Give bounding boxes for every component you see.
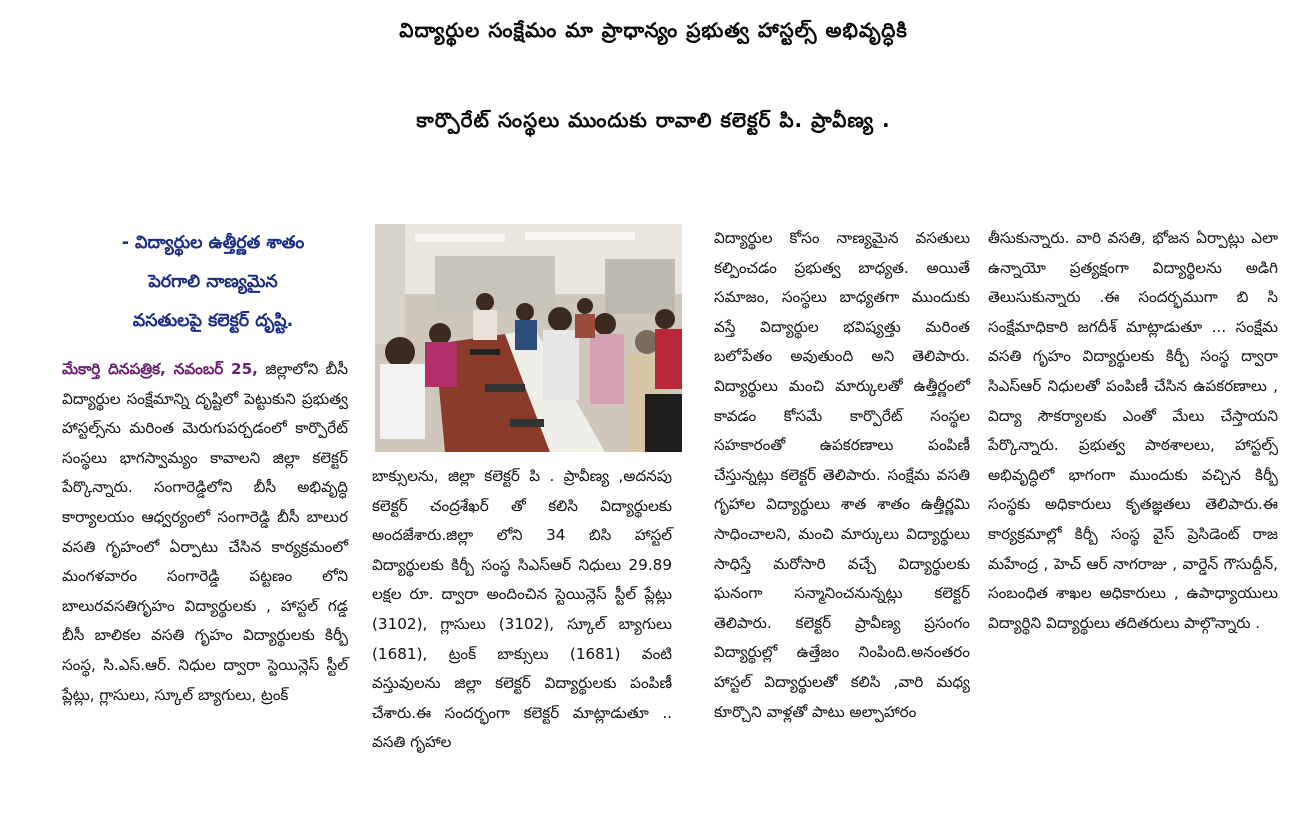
article-column-1 [62, 355, 348, 710]
meeting-photo [375, 224, 682, 452]
column-3-text: విద్యార్థుల కోసం నాణ్యమైన వసతులు కల్పించడం ప్రభుత్వ బాధ్యత. అయితే సమాజం, సంస్థలు బాధ్యతగా ముందుకు వస్తే విద్యార్థుల భవిష్యత్తు మరింత బలోపేతం అవుతుంది అని తెలిపారు. విద్యార్థులు మంచి మార్కులతో ఉత్తీర్ణంలో కావడం కోసమే కార్పొరేట్ సంస్థల సహకారంతో ఉపకరణాలు పంపిణీ చేస్తున్నట్లు కలెక్టర్ తెలిపారు. సంక్షేమ వసతి గృహాల విద్యార్థులు శాత శాతం ఉత్తీర్ణమి సాధించాలని, మంచి మార్కులు విద్యార్థులు సాధిస్తే మరోసారి వచ్చే విద్యార్థులకు ఘనంగా సన్మానించనున్నట్లు కలెక్టర్ తెలిపారు. కలెక్టర్ ప్రావీణ్య ప్రసంగం విద్యార్థుల్లో ఉత్తేజం నింపింది.అనంతరం హాస్టల్ విద్యార్థులతో కలిసి ,వారి మధ్య కూర్చొని వాళ్లతో పాటు అల్పాహారం [714, 229, 970, 721]
article-column-3 [714, 224, 970, 727]
subhead-line-2: పెరగాలి నాణ్యమైన [148, 272, 278, 292]
column-1-text: జిల్లాలోని బీసీ విద్యార్థుల సంక్షేమాన్ని దృష్టిలో పెట్టుకుని ప్రభుత్వ హాస్టల్స్‌ను మరింత మెరుగుపర్చడంలో కార్పొరేట్ సంస్థలు భాగస్వామ్యం కావాలని జిల్లా కలెక్టర్ పేర్కొన్నారు. సంగారెడ్డిలోని బీసీ అభివృద్ధి కార్యాలయం ఆధ్వర్యంలో సంగారెడ్డి బీసీ బాలుర వసతి గృహంలో ఏర్పాటు చేసిన కార్యక్రమంలో మంగళవారం సంగారెడ్డి పట్టణం లోని బాలురవసతిగృహం విద్యార్థులకు , హాస్టల్ గడ్డ బీసీ బాలికల వసతి గృహం విద్యార్థులకు కిర్బీ సంస్థ, సి.ఎస్.ఆర్. నిధుల ద్వారా స్టెయిన్లెస్ స్టీల్ ప్లేట్లు, గ్లాసులు, స్కూల్ బ్యాగులు, ట్రంక్ [62, 360, 348, 704]
meeting-photo-illustration [375, 224, 682, 452]
subhead-line-3: వసతులపై కలెక్టర్ దృష్టి. [132, 311, 294, 331]
article-column-4 [988, 224, 1278, 638]
subhead-line-1: - విద్యార్థుల ఉత్తీర్ణత శాతం [121, 233, 305, 253]
column-4-text: తీసుకున్నారు. వారి వసతి, భోజన ఏర్పాట్లు ఎలా ఉన్నాయో ప్రత్యక్షంగా విద్యార్థిలను అడిగి తెలుసుకున్నారు .ఈ సందర్భముగా బి సి సంక్షేమాధికారి జగదీశ్ మాట్లాడుతూ ... సంక్షేమ వసతి గృహం విద్యార్థులకు కిర్బీ సంస్థ ద్వారా సిఎస్ఆర్ నిధులతో పంపిణీ చేసిన ఉపకరణాలు , విద్యా సౌకర్యాలకు ఎంతో మేలు చేస్తాయని పేర్కొన్నారు. ప్రభుత్వ పాఠశాలలు, హాస్టల్స్ అభివృద్ధిలో భాగంగా ముందుకు వచ్చిన కిర్బీ సంస్థకు అధికారులు కృతజ్ఞతలు తెలిపారు.ఈ కార్యక్రమాల్లో కిర్బీ సంస్థ వైస్ ప్రెసిడెంట్ రాజ మహేంద్ర , హెచ్ ఆర్ నాగరాజు , వార్డెన్ గౌసుద్దీన్, సంబంధిత శాఖల అధికారులు , ఉపాధ్యాయులు విద్యార్థిని విద్యార్థులు తదితరులు పాల్గొన్నారు . [988, 229, 1278, 632]
headline-line-2: కార్పొరేట్ సంస్థలు ముందుకు రావాలి కలెక్టర్ పి. ప్రావీణ్య . [416, 108, 891, 132]
subheadline [68, 224, 358, 341]
headline-line-1: విద్యార్థుల సంక్షేమం మా ప్రాధాన్యం ప్రభుత్వ హాస్టల్స్ అభివృద్ధికి [399, 18, 908, 42]
dateline: మేకార్తి దినపత్రిక, నవంబర్ 25, [62, 360, 258, 378]
column-2-text: బాక్సులను, జిల్లా కలెక్టర్ పి . ప్రావీణ్య ,అదనపు కలెక్టర్ చంద్రశేఖర్ తో కలిసి విద్యార్థులకు అందజేశారు.జిల్లా లోని 34 బిసి హాస్టల్ విద్యార్థులకు కిర్బీ సంస్థ సిఎస్ఆర్ నిధులు 29.89 లక్షల రూ. ద్వారా అందించిన స్టెయిన్లెస్ స్టీల్ ప్లేట్లు (3102), గ్లాసులు (3102), స్కూల్ బ్యాగులు (1681), ట్రంక్ బాక్సులు (1681) వంటి వస్తువులను జిల్లా కలెక్టర్ విద్యార్థులకు పంపిణీ చేశారు.ఈ సందర్భంగా కలెక్టర్ మాట్లాడుతూ .. వసతి గృహాల [372, 467, 672, 752]
article-column-2 [372, 462, 672, 758]
